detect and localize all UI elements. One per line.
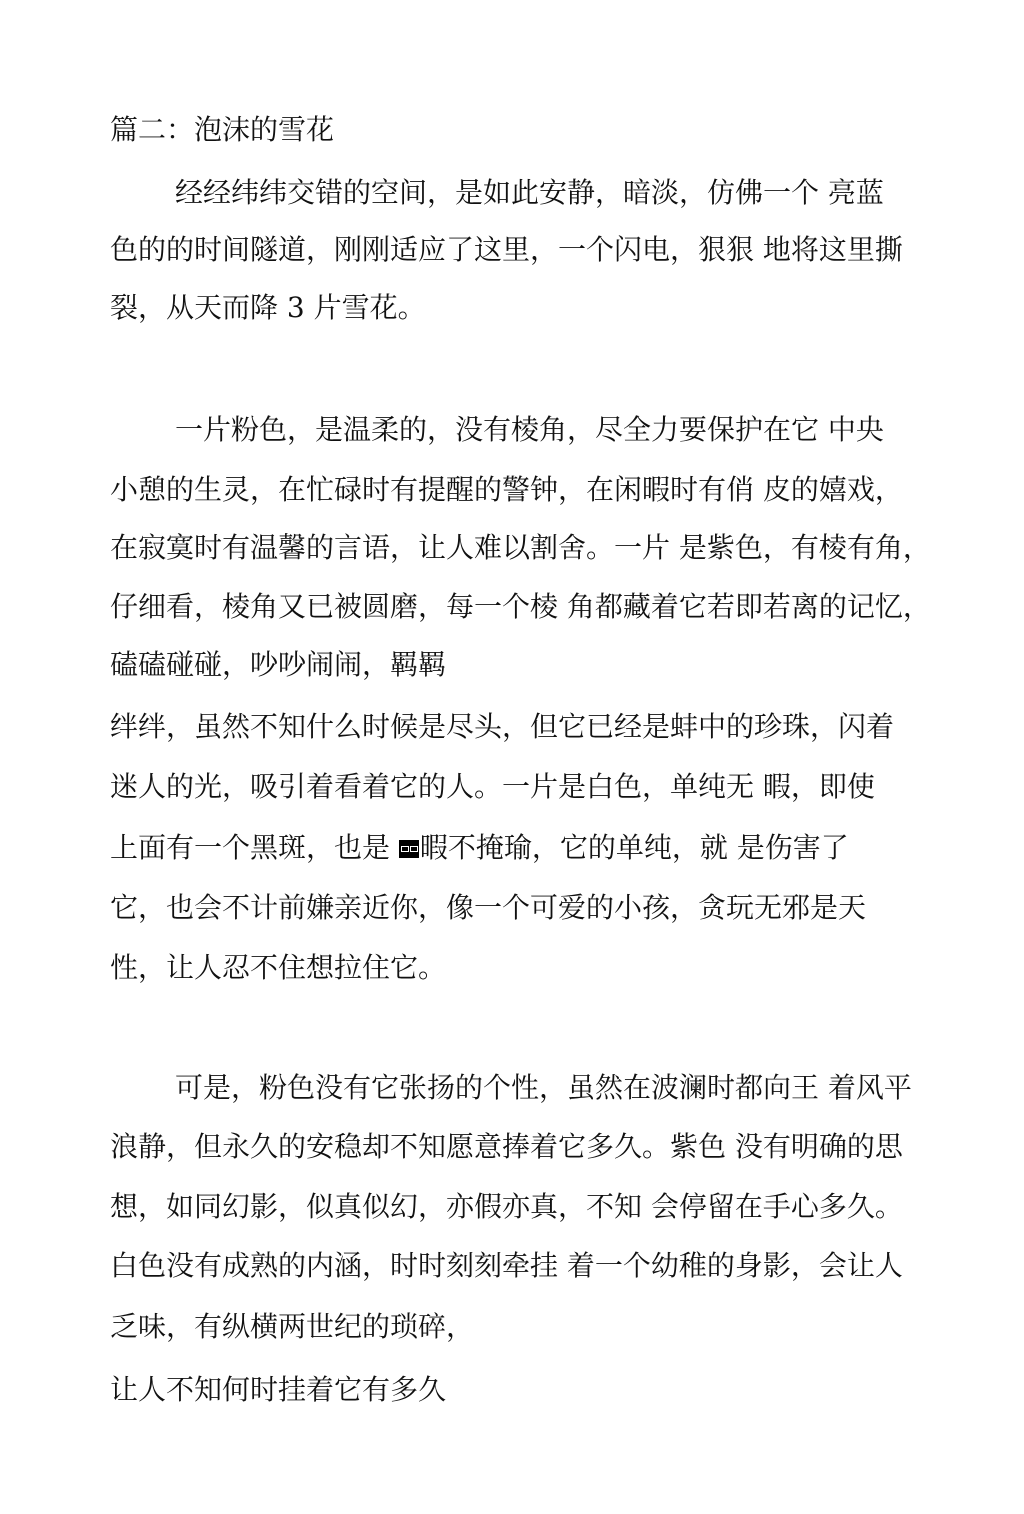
text-segment: 上面有一个黑斑，也是 [110, 831, 399, 864]
text-line: 仔细看，棱角又已被圆磨，每一个棱 角都藏着它若即若离的记忆， [110, 590, 931, 623]
text-line: 想，如同幻影，似真似幻，亦假亦真，不知 会停留在手心多久。 [110, 1190, 903, 1223]
text-line: 白色没有成熟的内涵，时时刻刻牵挂 着一个幼稚的身影，会让人 [110, 1249, 903, 1282]
text-line: 它，也会不计前嫌亲近你，像一个可爱的小孩，贪玩无邪是天 [110, 891, 867, 924]
text-line: 乏味，有纵横两世纪的琐碎， [110, 1310, 475, 1343]
text-line: 可是，粉色没有它张扬的个性，虽然在波澜时都向王 着风平 [175, 1071, 912, 1104]
text-line: 一片粉色，是温柔的，没有棱角，尽全力要保护在它 中央 [175, 413, 884, 446]
text-line: 在寂寞时有温馨的言语，让人难以割舍。一片 是紫色，有棱有角， [110, 531, 931, 564]
text-line: 磕磕碰碰，吵吵闹闹，羁羁 [110, 648, 447, 681]
text-line: 让人不知何时挂着它有多久 [110, 1373, 447, 1406]
text-line: 裂，从天而降 3 片雪花。 [110, 291, 426, 324]
text-line: 迷人的光，吸引着看着它的人。一片是白色，单纯无 暇，即使 [110, 770, 875, 803]
missing-glyph-box [399, 840, 419, 858]
text-line: 浪静，但永久的安稳却不知愿意捧着它多久。紫色 没有明确的思 [110, 1130, 903, 1163]
text-line: 色的的时间隧道，刚刚适应了这里，一个闪电，狠狠 地将这里撕 [110, 233, 903, 266]
text-line: 经经纬纬交错的空间，是如此安静，暗淡，仿佛一个 亮蓝 [175, 176, 884, 209]
text-line [110, 830, 849, 866]
text-segment: 暇不掩瑜，它的单纯，就 是伤害了 [419, 831, 849, 864]
document-title: 篇二：泡沫的雪花 [110, 113, 335, 146]
text-line: 绊绊，虽然不知什么时候是尽头，但它已经是蚌中的珍珠，闪着 [110, 710, 895, 743]
text-line: 小憩的生灵，在忙碌时有提醒的警钟，在闲暇时有俏 皮的嬉戏， [110, 473, 903, 506]
text-line: 性，让人忍不住想拉住它。 [110, 951, 447, 984]
